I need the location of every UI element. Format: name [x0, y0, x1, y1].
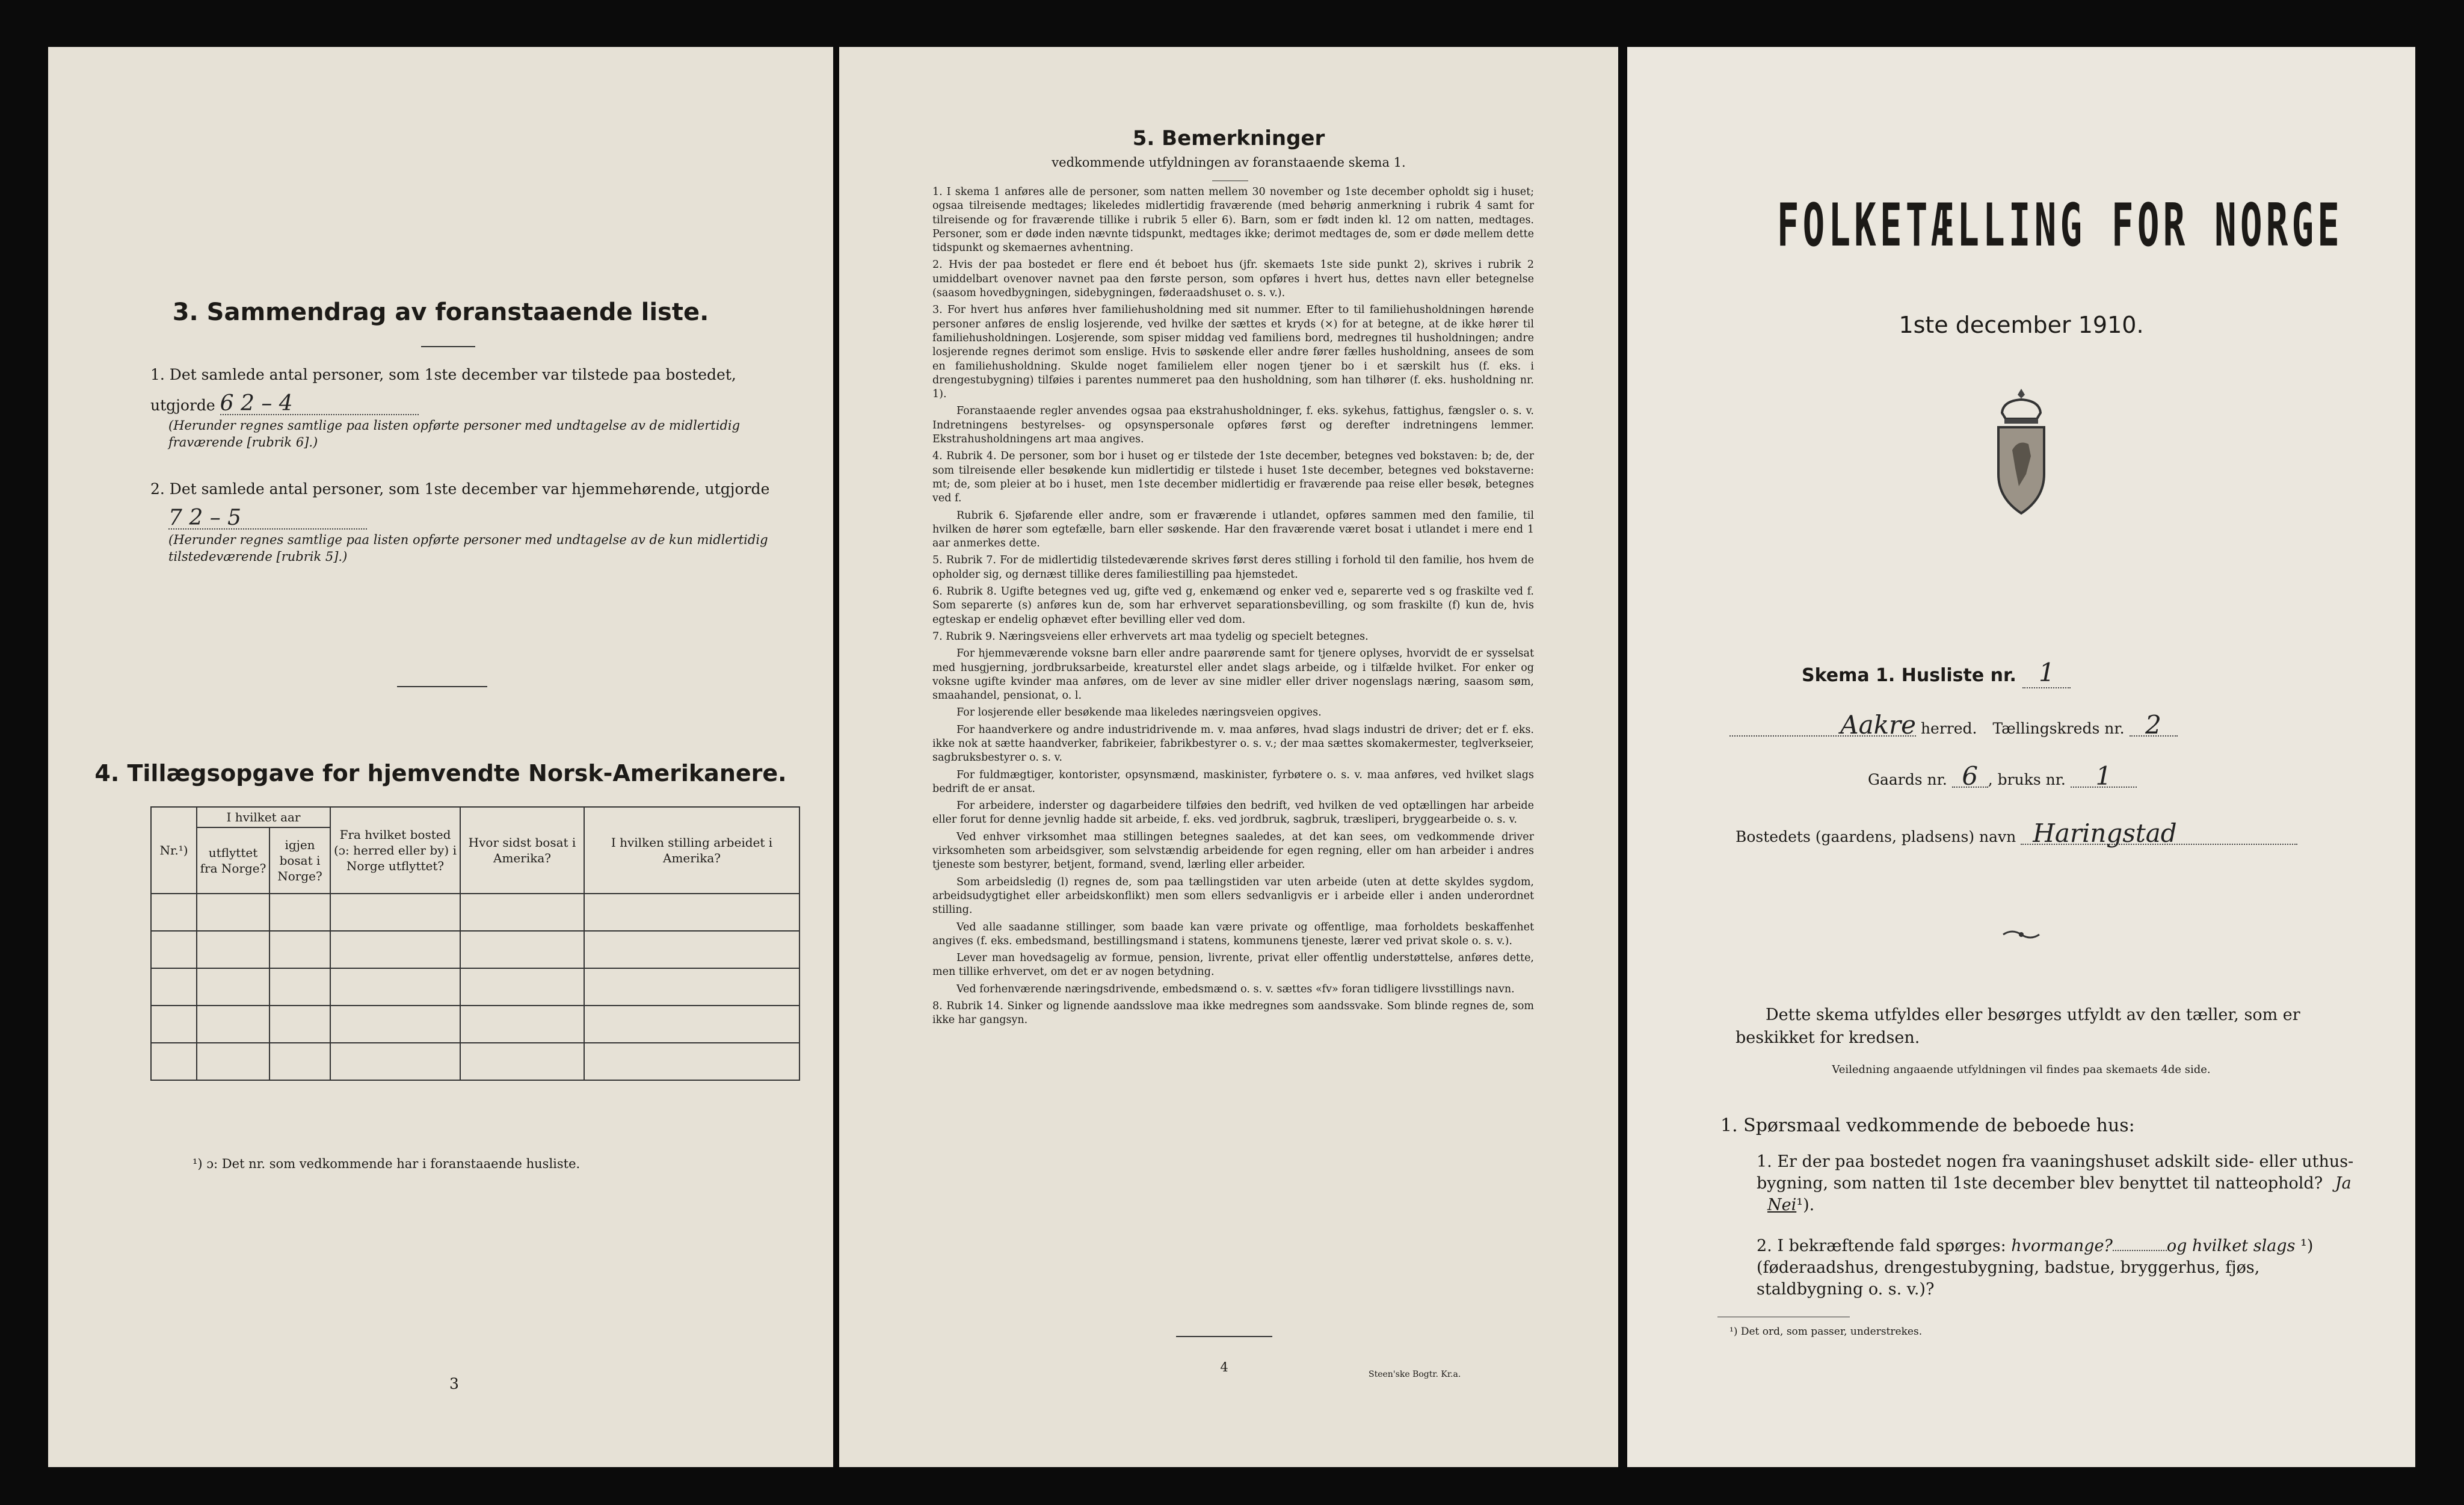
remark-paragraph: For haandverkere og andre industridrivende m. v. maa anføres, hvad slags industri de driver; det er f. eks. ikke nok at sætte haandverker, fabrikeier, fabrikbestyrer o. s. v.; der maa sættes skomakermester, teglverkseier, sagbruksbestyrer o. s. v.: [932, 723, 1534, 764]
kreds-label: Tællingskreds nr.: [1992, 720, 2125, 737]
item-1-value[interactable]: 6 2 – 4: [220, 394, 419, 415]
item-1-utgjorde: utgjorde: [150, 397, 215, 414]
remark-paragraph: 2. Hvis der paa bostedet er flere end ét beboet hus (jfr. skemaets 1ste side punkt 2), skrives i rubrik 2 umiddelbart ovenover navnet paa den første person, som opføres i hvert hus, dettes navn eller betegnelse (saasom hovedbygningen, sidebygningen, føderaadshuset o. s. v.).: [932, 259, 1534, 300]
col-hvor-amerika: Hvor sidst bosat i Amerika?: [460, 807, 584, 894]
divider: [421, 346, 475, 347]
kreds-value[interactable]: 2: [2130, 715, 2178, 737]
remark-paragraph: Foranstaaende regler anvendes ogsaa paa ekstrahusholdninger, f. eks. sykehus, fattighus, fængsler o. s. v. Indretningens bestyrelses- og opsynspersonale opføres først og derefter indretningens lemmer. Ekstrahusholdningens art maa angives.: [932, 405, 1534, 446]
q2-hvormange: hvormange?: [2011, 1237, 2113, 1255]
gaards-value[interactable]: 6: [1952, 766, 1988, 788]
remark-paragraph: Ved enhver virksomhet maa stillingen betegnes saaledes, at det kan sees, om vedkommende driver virksomheten som arbeidsgiver, som selvstændig arbeidende for egen regning, eller om han arbeider i andres tjeneste som bestyrer, betjent, formand, svend, lærling eller arbeider.: [932, 830, 1534, 871]
gaards-label: Gaards nr.: [1868, 771, 1947, 788]
table-row: [151, 968, 799, 1006]
remark-paragraph: For hjemmeværende voksne barn eller andre paarørende samt for tjenere oplyses, hvorvidt de er sysselsat med husgjerning, jordbruksarbeide, kreaturstel eller andet slags arbeide, og i tilfælde hvilket. For enker og voksne ugifte kvinder maa anføres, om de lever av sine midler eller driver nogenslags næring, saasom søm, smaahandel, pensionat, o. l.: [932, 647, 1534, 702]
remark-paragraph: 1. I skema 1 anføres alle de personer, som natten mellem 30 november og 1ste december opholdt sig i huset; ogsaa tilreisende medtages; likeledes midlertidig fraværende (med behørig anmerkning i rubrik 4 samt for tilreisende og for fraværende tillike i rubrik 5 eller 6). Barn, som er født inden kl. 12 om natten, medtages. Personer, som er døde inden nævnte tidspunkt, medtages ikke; derimot medtages de, som er døde mellem dette tidspunkt og skemaernes avhentning.: [932, 186, 1534, 255]
norway-coat-of-arms-icon: [1985, 384, 2057, 522]
herred-line: [1729, 710, 2391, 740]
item-1-note: (Herunder regnes samtlige paa listen opførte personer med undtagelse av de midlertidig fraværende [rubrik 6].): [168, 418, 741, 450]
bosted-label: Bostedets (gaardens, pladsens) navn: [1736, 828, 2016, 845]
remark-paragraph: For fuldmægtiger, kontorister, opsynsmænd, maskinister, fyrbøtere o. s. v. maa anføres, ved hvilket slags bedrift de er ansat.: [932, 768, 1534, 795]
summary-item-2: [150, 479, 806, 565]
q2-og-hvilket: og hvilket slags: [2166, 1237, 2296, 1255]
husliste-nr-value[interactable]: 1: [2022, 658, 2071, 688]
remarks-subtitle: vedkommende utfyldningen av foranstaaende skema 1.: [1052, 155, 1406, 170]
col-fra-bosted: Fra hvilket bosted (ɔ: herred eller by) i Norge utflyttet?: [330, 807, 460, 894]
footnote: ¹) Det ord, som passer, understrekes.: [1729, 1326, 1923, 1338]
item-2-note: (Herunder regnes samtlige paa listen opførte personer med undtagelse av de kun midlertidig tilstedeværende [rubrik 5].): [168, 533, 768, 564]
herred-label: herred.: [1920, 720, 1977, 737]
remark-paragraph: 4. Rubrik 4. De personer, som bor i huset og er tilstede der 1ste december, betegnes ved bokstaven: b; de, der som tilreisende eller besøkende kun midlertidig er tilstede i huset 1ste december, betegnes ved bokstaverne: mt; de, som pleier at bo i huset, men 1ste december midlertidig er fraværende paa reise eller besøk, betegnes ved f.: [932, 450, 1534, 505]
middle-page: [839, 47, 1618, 1467]
remark-paragraph: For losjerende eller besøkende maa likeledes næringsveien opgives.: [956, 706, 1322, 719]
q1-ja[interactable]: Ja: [2335, 1174, 2352, 1193]
bosted-value[interactable]: Haringstad: [2021, 823, 2297, 845]
remark-paragraph: 5. Rubrik 7. For de midlertidig tilstedeværende skrives først deres stilling i forhold til den familie, hos hvem de opholder sig, og dernæst tillike deres familiestilling paa hjemstedet.: [932, 554, 1534, 581]
printer-imprint: Steen'ske Bogtr. Kr.a.: [1369, 1370, 1461, 1379]
intro-text: Dette skema utfyldes eller besørges utfyldt av den tæller, som er beskikket for kredsen.: [1736, 1006, 2300, 1047]
col-nr: Nr.¹): [151, 807, 197, 894]
col-utflyttet: utflyttet fra Norge?: [197, 827, 270, 894]
remark-paragraph: 7. Rubrik 9. Næringsveiens eller erhvervets art maa tydelig og specielt betegnes.: [932, 630, 1369, 643]
table-row: [151, 1006, 799, 1043]
remark-paragraph: Som arbeidsledig (l) regnes de, som paa tællingstiden var uten arbeide (uten at dette skyldes sygdom, arbeidsudygtighet eller arbeidskonflikt) men som ellers sedvanligvis er i arbeide eller i anden underordnet stilling.: [932, 876, 1534, 916]
table-row: [151, 894, 799, 931]
right-page: [1627, 47, 2415, 1467]
bosted-line: [1736, 818, 2297, 848]
table-row: [151, 931, 799, 968]
table-row: [151, 1043, 799, 1080]
q1-end: ¹).: [1796, 1196, 1815, 1214]
q1-nei[interactable]: Nei: [1767, 1196, 1797, 1214]
remark-paragraph: 8. Rubrik 14. Sinker og lignende aandsslove maa ikke medregnes som aandssvake. Som blinde regnes de, som ikke har gangsyn.: [932, 1000, 1534, 1027]
section-4-title: 4. Tillægsopgave for hjemvendte Norsk-Amerikanere.: [94, 760, 787, 786]
col-i-hvilket-aar: I hvilket aar: [197, 807, 330, 827]
table-footnote: ¹) ɔ: Det nr. som vedkommende har i foranstaaende husliste.: [192, 1157, 581, 1171]
remark-paragraph: For arbeidere, inderster og dagarbeidere tilføies den bedrift, ved hvilken de ved optællingen har arbeide eller forut for denne jevnlig hadde sit arbeide, f. eks. ved jordbruk, sagbruk, træsliperi, bryggearbeide o. s. v.: [932, 800, 1534, 826]
census-title: FOLKETÆLLING FOR NORGE: [1776, 191, 2344, 260]
q1-text: 1. Er der paa bostedet nogen fra vaaningshuset adskilt side- eller uthus-bygning, som natten til 1ste december blev benyttet til natteophold?: [1757, 1152, 2354, 1193]
remark-paragraph: Ved alle saadanne stillinger, som baade kan være private og offentlige, maa forholdets beskaffenhet angives (f. eks. embedsmand, bestillingsmand i statens, kommunens tjeneste, lærer ved privat skole o. s. v.).: [932, 921, 1534, 947]
q2-text-b: ¹) (føderaadshus, drengestubygning, badstue, bryggerhus, fjøs, staldbygning o. s. v.)?: [1757, 1237, 2314, 1299]
remark-paragraph: Rubrik 6. Sjøfarende eller andre, som er fraværende i utlandet, opføres sammen med den familie, til hvilken de hører som egtefælle, barn eller søskende. Har den fraværende været bosat i utlandet i mere end 1 aar anmerkes dette.: [932, 509, 1534, 550]
skema-label: Skema 1. Husliste nr.: [1802, 665, 2016, 686]
section-3-title: 3. Sammendrag av foranstaaende liste.: [172, 298, 709, 326]
census-date: 1ste december 1910.: [1899, 312, 2144, 338]
remarks-title: 5. Bemerkninger: [1132, 126, 1325, 150]
question-1: [1757, 1151, 2364, 1216]
summary-item-1: [150, 365, 806, 451]
col-igjen-bosat: igjen bosat i Norge?: [270, 827, 330, 894]
page-number: 4: [1220, 1360, 1228, 1374]
remark-paragraph: Ved forhenværende næringsdrivende, embedsmænd o. s. v. sættes «fv» foran tidligere livsstillings navn.: [956, 983, 1515, 995]
norsk-amerikanere-table: [150, 806, 800, 1081]
title-wrap: [1627, 191, 2415, 260]
ornament-icon: [2000, 926, 2042, 944]
bruks-value[interactable]: 1: [2071, 766, 2137, 788]
remarks-body: [932, 185, 1534, 1031]
bruks-label: , bruks nr.: [1988, 771, 2066, 788]
question-2: [1757, 1235, 2364, 1300]
page-number: 3: [449, 1375, 459, 1392]
item-2-value[interactable]: 7 2 – 5: [168, 508, 367, 530]
question-section-title: [1720, 1115, 2135, 1136]
col-stilling-amerika: I hvilken stilling arbeidet i Amerika?: [584, 807, 799, 894]
herred-value[interactable]: Aakre: [1729, 715, 1916, 737]
item-1-text: 1. Det samlede antal personer, som 1ste december var tilstede paa bostedet,: [150, 366, 736, 383]
remark-paragraph: 3. For hvert hus anføres hver familiehusholdning med sit nummer. Efter to til familiehusholdningen hørende personer anføres de enslig losjerende, ved hvilke der sættes et kryds (×) for at betegne, at de ikke hører til familiehusholdningen. Losjerende, som spiser middag ved familiens bord, medregnes til husholdningen; andre losjerende regnes derimot som enslige. Hvis to søskende eller andre fører fælles husholdning, ansees de som en familiehusholdning. Skulde noget familielem eller nogen tjener bo i et særskilt hus (f. eks. i drengestubygning) tilføies i parentes nummeret paa den husholdning, som han tilhører (f. eks. husholdning nr. 1).: [932, 304, 1534, 401]
remark-paragraph: 6. Rubrik 8. Ugifte betegnes ved ug, gifte ved g, enkemænd og enker ved e, separerte ved s og fraskilte ved f. Som separerte (s) anføres kun de, som har erhvervet separationsbevilling, og som fraskilte (f) kun de, hvis egteskap er endelig ophævet efter bevilling eller ved dom.: [932, 586, 1534, 626]
divider: [1176, 1336, 1272, 1337]
question-title: 1. Spørsmaal vedkommende de beboede hus:: [1720, 1115, 2135, 1136]
item-2-text: 2. Det samlede antal personer, som 1ste december var hjemmehørende, utgjorde: [150, 480, 770, 498]
skema-line: [1802, 658, 2071, 688]
remark-paragraph: Lever man hovedsagelig av formue, pension, livrente, privat eller offentlig understøttelse, anføres dette, men tillike erhvervet, om det er av nogen betydning.: [932, 952, 1534, 978]
q2-text-a: 2. I bekræftende fald spørges:: [1757, 1237, 2006, 1255]
q2-hvormange-field[interactable]: [2113, 1250, 2167, 1251]
veiledning-text: Veiledning angaaende utfyldningen vil findes paa skemaets 4de side.: [1832, 1063, 2211, 1076]
gaards-line: [1868, 761, 2137, 791]
left-page: [48, 47, 833, 1467]
divider: [397, 686, 487, 687]
